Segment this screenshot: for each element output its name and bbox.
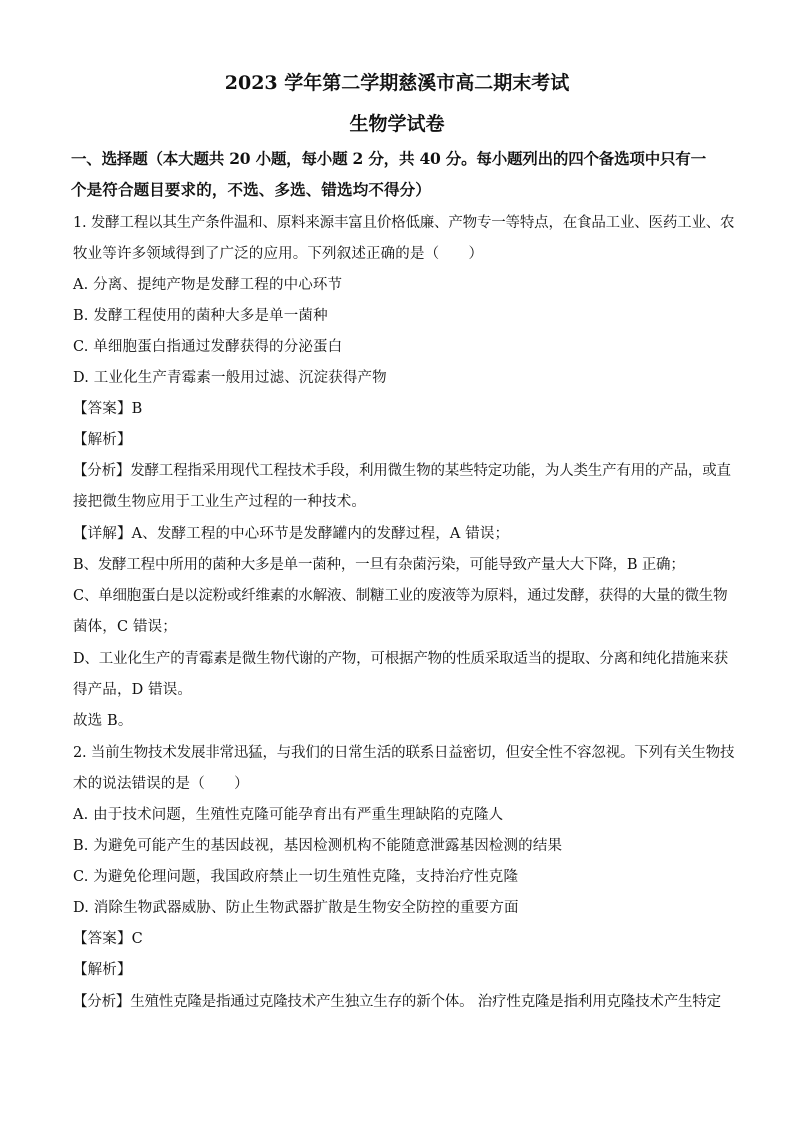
- q2-option-b: B. 为避免可能产生的基因歧视，基因检测机构不能随意泄露基因检测的结果: [73, 838, 563, 854]
- q1-xiangjie-line5: D、工业化生产的青霉素是微生物代谢的产物，可根据产物的性质采取适当的提取、分离和纯化措施来获: [73, 651, 728, 667]
- q2-option-d: D. 消除生物武器威胁、防止生物武器扩散是生物安全防控的重要方面: [73, 900, 519, 916]
- q1-option-d: D. 工业化生产青霉素一般用过滤、沉淀获得产物: [73, 370, 387, 386]
- q1-fenxi-line1: 【分析】发酵工程指采用现代工程技术手段，利用微生物的某些特定功能，为人类生产有用的产品，或直: [73, 463, 731, 479]
- q2-option-c: C. 为避免伦理问题，我国政府禁止一切生殖性克隆，支持治疗性克隆: [73, 869, 519, 885]
- q2-answer: 【答案】C: [73, 931, 143, 947]
- q1-fenxi-line2: 接把微生物应用于工业生产过程的一种技术。: [73, 494, 366, 510]
- section-heading-line1: 一、选择题（本大题共 20 小题，每小题 2 分，共 40 分。每小题列出的四个备选项中只有一: [71, 149, 706, 168]
- q1-option-a: A. 分离、提纯产物是发酵工程的中心环节: [73, 277, 343, 293]
- q2-option-a: A. 由于技术问题，生殖性克隆可能孕育出有严重生理缺陷的克隆人: [73, 807, 504, 823]
- exam-subtitle: 生物学试卷: [349, 113, 445, 135]
- exam-title: 2023 学年第二学期慈溪市高二期末考试: [224, 72, 570, 94]
- q2-analysis-label: 【解析】: [73, 962, 132, 978]
- q1-answer: 【答案】B: [73, 401, 143, 417]
- q1-option-b: B. 发酵工程使用的菌种大多是单一菌种: [73, 308, 328, 324]
- q1-stem-line1: 1. 发酵工程以其生产条件温和、原料来源丰富且价格低廉、产物专一等特点，在食品工业、医药工业、农: [73, 215, 735, 231]
- q2-fenxi-line1: 【分析】生殖性克隆是指通过克隆技术产生独立生存的新个体。 治疗性克隆是指利用克隆技术产生特定: [73, 994, 721, 1010]
- q1-xiangjie-line2: B、发酵工程中所用的菌种大多是单一菌种，一旦有杂菌污染，可能导致产量大大下降，B 正确；: [73, 557, 685, 573]
- q1-conclusion: 故选 B。: [73, 713, 133, 729]
- q1-xiangjie-line4: 菌体，C 错误；: [73, 619, 177, 635]
- q1-option-c: C. 单细胞蛋白指通过发酵获得的分泌蛋白: [73, 339, 343, 355]
- q1-xiangjie-line3: C、单细胞蛋白是以淀粉或纤维素的水解液、制糖工业的废液等为原料，通过发酵，获得的大量的微生物: [73, 588, 728, 604]
- q1-stem-line2: 牧业等许多领域得到了广泛的应用。下列叙述正确的是（ ）: [73, 246, 484, 262]
- q1-xiangjie-line1: 【详解】A、发酵工程的中心环节是发酵罐内的发酵过程，A 错误；: [73, 526, 510, 542]
- section-heading-line2: 个是符合题目要求的，不选、多选、错选均不得分）: [71, 180, 431, 199]
- q1-xiangjie-line6: 得产品，D 错误。: [73, 682, 193, 698]
- q2-stem-line1: 2. 当前生物技术发展非常迅猛，与我们的日常生活的联系日益密切，但安全性不容忽视。下列有关生物技: [73, 745, 735, 761]
- q2-stem-line2: 术的说法错误的是（ ）: [73, 776, 249, 792]
- q1-analysis-label: 【解析】: [73, 432, 132, 448]
